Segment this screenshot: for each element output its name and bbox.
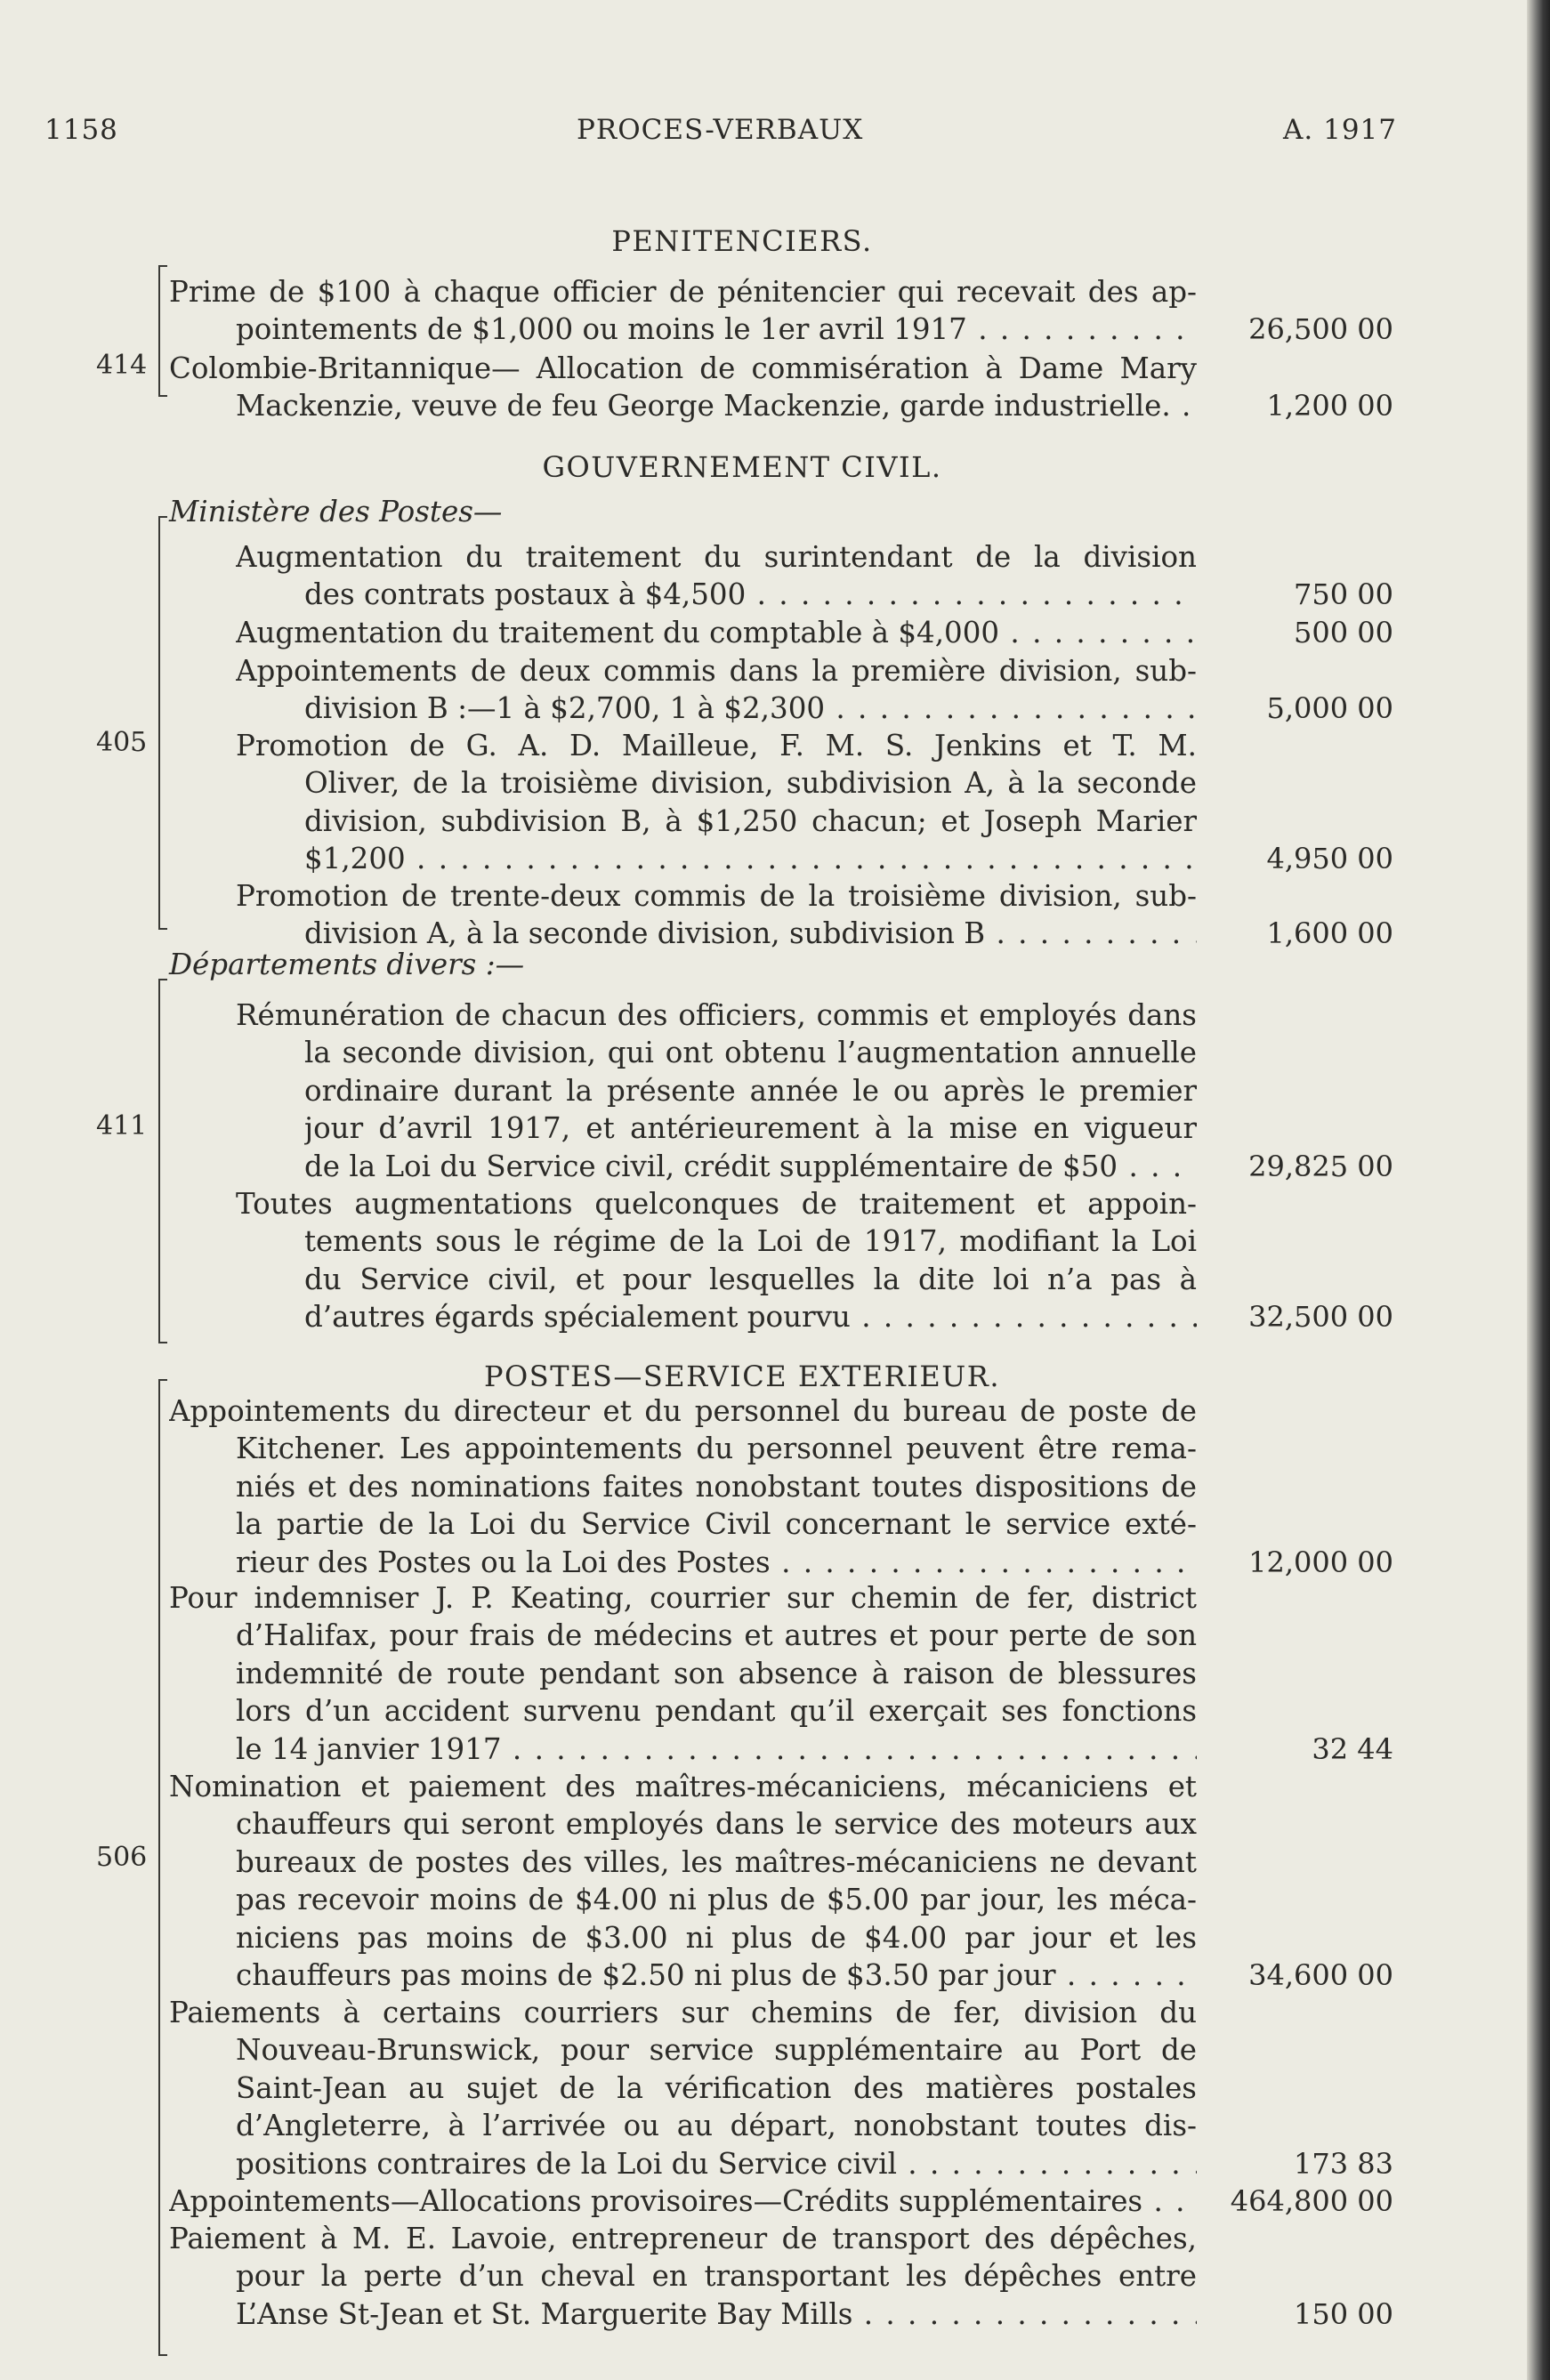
entry-text-line: Kitchener. Les appointements du personnel peuvent être rema- <box>236 1432 1197 1466</box>
section-heading: GOUVERNEMENT CIVIL. <box>542 450 942 484</box>
entry-amount: 1,600 00 <box>1266 916 1393 951</box>
vote-reference-number: 414 <box>96 350 148 381</box>
entry-text-line: division A, à la seconde division, subdivision B . . . <box>304 915 1197 952</box>
entry-amount: 500 00 <box>1294 616 1393 649</box>
group-brace <box>158 265 160 397</box>
entry-amount: 750 00 <box>1294 577 1393 612</box>
entry-text-line: Appointements de deux commis dans la première division, sub- <box>236 654 1197 688</box>
entry-amount: 12,000 00 <box>1248 1545 1393 1579</box>
entry-text-line: Nomination et paiement des maîtres-mécaniciens, mécaniciens et <box>169 1770 1197 1803</box>
entry-text-line: d’Angleterre, à l’arrivée ou au départ, nonobstant toutes dis- <box>236 2109 1197 2143</box>
entry-text-line: division B :—1 à $2,700, 1 à $2,300 . . . <box>304 690 1197 727</box>
entry-amount: 5,000 00 <box>1266 691 1393 726</box>
entry-text-line: Saint-Jean au sujet de la vérification des matières postales <box>236 2070 1197 2105</box>
entry-amount: 4,950 00 <box>1266 842 1393 876</box>
section-heading: PENITENCIERS. <box>611 224 873 258</box>
running-title: PROCES-VERBAUX <box>577 114 864 146</box>
entry-text-line: tements sous le régime de la Loi de 1917, modifiant la Loi <box>304 1224 1197 1259</box>
entry-amount: 29,825 00 <box>1248 1149 1393 1183</box>
entry-text-line: du Service civil, et pour lesquelles la dite loi n’a pas à <box>304 1262 1197 1296</box>
entry-text-line: lors d’un accident survenu pendant qu’il exerçait ses fonctions <box>236 1694 1197 1729</box>
entry-text-line: Appointements—Allocations provisoires—Crédits supplémentaires . . . <box>169 2182 1197 2220</box>
section-heading: POSTES—SERVICE EXTERIEUR. <box>484 1359 1000 1393</box>
entry-text-line: de la Loi du Service civil, crédit supplémentaire de $50 . . . <box>304 1148 1197 1185</box>
entry-text-line: rieur des Postes ou la Loi des Postes . . . <box>236 1544 1197 1581</box>
entry-text-line: Mackenzie, veuve de feu George Mackenzie, garde industrielle. . . . <box>236 387 1197 424</box>
entry-text-line: $1,200 . . . <box>304 840 1197 877</box>
entry-text-line: Promotion de G. A. D. Mailleue, F. M. S. Jenkins et T. M. <box>236 729 1197 762</box>
entry-text-line: pointements de $1,000 ou moins le 1er avril 1917 . . . <box>236 311 1197 348</box>
entry-text-line: des contrats postaux à $4,500 . . . <box>304 576 1197 613</box>
entry-amount: 1,200 00 <box>1266 389 1393 424</box>
entry-amount: 34,600 00 <box>1248 1958 1393 1992</box>
entry-text-line: positions contraires de la Loi du Service civil . . . <box>236 2145 1197 2182</box>
entry-text-line: bureaux de postes des villes, les maîtres-mécaniciens ne devant <box>236 1844 1197 1879</box>
entry-text-line: Nouveau-Brunswick, pour service supplémentaire au Port de <box>236 2033 1197 2068</box>
group-brace <box>158 979 160 1343</box>
entry-amount: 26,500 00 <box>1248 312 1393 347</box>
entry-text-line: Augmentation du traitement du comptable à $4,000 . . . <box>236 614 1197 651</box>
entry-text-line: chauffeurs qui seront employés dans le service des moteurs aux <box>236 1807 1197 1842</box>
entry-text-line: Rémunération de chacun des officiers, commis et employés dans <box>236 998 1197 1032</box>
entry-text-line: Prime de $100 à chaque officier de pénitencier qui recevait des ap- <box>169 275 1197 309</box>
entry-text-line: Paiements à certains courriers sur chemins de fer, division du <box>169 1996 1197 2029</box>
entry-amount: 32,500 00 <box>1248 1300 1393 1335</box>
page-edge-shadow <box>1527 0 1550 2380</box>
entry-text-line: la seconde division, qui ont obtenu l’augmentation annuelle <box>304 1036 1197 1070</box>
entry-text-line: Promotion de trente-deux commis de la troisième division, sub- <box>236 879 1197 913</box>
entry-text-line: ordinaire durant la présente année le ou après le premier <box>304 1073 1197 1108</box>
entry-text-line: Oliver, de la troisième division, subdivision A, à la seconde <box>304 766 1197 801</box>
entry-text-line: d’Halifax, pour frais de médecins et autres et pour perte de son <box>236 1618 1197 1653</box>
entry-text-line: niciens pas moins de $3.00 ni plus de $4.00 par jour et les <box>236 1920 1197 1955</box>
entry-text-line: Toutes augmentations quelconques de traitement et appoin- <box>236 1187 1197 1221</box>
entry-text-line: division, subdivision B, à $1,250 chacun; et Joseph Marier <box>304 803 1197 838</box>
entry-text-line: la partie de la Loi du Service Civil concernant le service exté- <box>236 1507 1197 1542</box>
entry-text-line: pas recevoir moins de $4.00 ni plus de $5.00 par jour, les méca- <box>236 1883 1197 1917</box>
entry-amount: 464,800 00 <box>1230 2184 1393 2218</box>
entry-text-line: Augmentation du traitement du surintendant de la division <box>236 540 1197 574</box>
entry-amount: 173 83 <box>1294 2146 1393 2181</box>
entry-amount: 150 00 <box>1294 2296 1393 2331</box>
header-year: A. 1917 <box>1283 114 1397 146</box>
group-subheading: Départements divers :— <box>169 948 525 981</box>
entry-text-line: Appointements du directeur et du personnel du bureau de poste de <box>169 1394 1197 1428</box>
vote-reference-number: 405 <box>96 727 148 758</box>
entry-amount: 32 44 <box>1312 1731 1393 1766</box>
group-subheading: Ministère des Postes— <box>169 495 503 528</box>
vote-reference-number: 411 <box>96 1110 148 1142</box>
entry-text-line: chauffeurs pas moins de $2.50 ni plus de $3.50 par jour . . . <box>236 1956 1197 1994</box>
group-brace <box>158 516 160 930</box>
entry-text-line: Paiement à M. E. Lavoie, entrepreneur de transport des dépêches, <box>169 2222 1197 2255</box>
entry-text-line: niés et des nominations faites nonobstant toutes dispositions de <box>236 1469 1197 1504</box>
entry-text-line: Pour indemniser J. P. Keating, courrier sur chemin de fer, district <box>169 1581 1197 1615</box>
entry-text-line: pour la perte d’un cheval en transportant les dépêches entre <box>236 2259 1197 2294</box>
page-number: 1158 <box>44 114 118 146</box>
page-header <box>44 114 1397 158</box>
entry-text-line: L’Anse St-Jean et St. Marguerite Bay Mills . . . <box>236 2295 1197 2333</box>
entry-text-line: indemnité de route pendant son absence à raison de blessures <box>236 1656 1197 1690</box>
entry-text-line: d’autres égards spécialement pourvu . . . <box>304 1298 1197 1335</box>
vote-reference-number: 506 <box>96 1842 148 1873</box>
entry-text-line: le 14 janvier 1917 . . . <box>236 1731 1197 1768</box>
group-brace <box>158 1379 160 2356</box>
entry-text-line: Colombie-Britannique— Allocation de commisération à Dame Mary <box>169 351 1197 385</box>
entry-text-line: jour d’avril 1917, et antérieurement à la mise en vigueur <box>304 1111 1197 1146</box>
